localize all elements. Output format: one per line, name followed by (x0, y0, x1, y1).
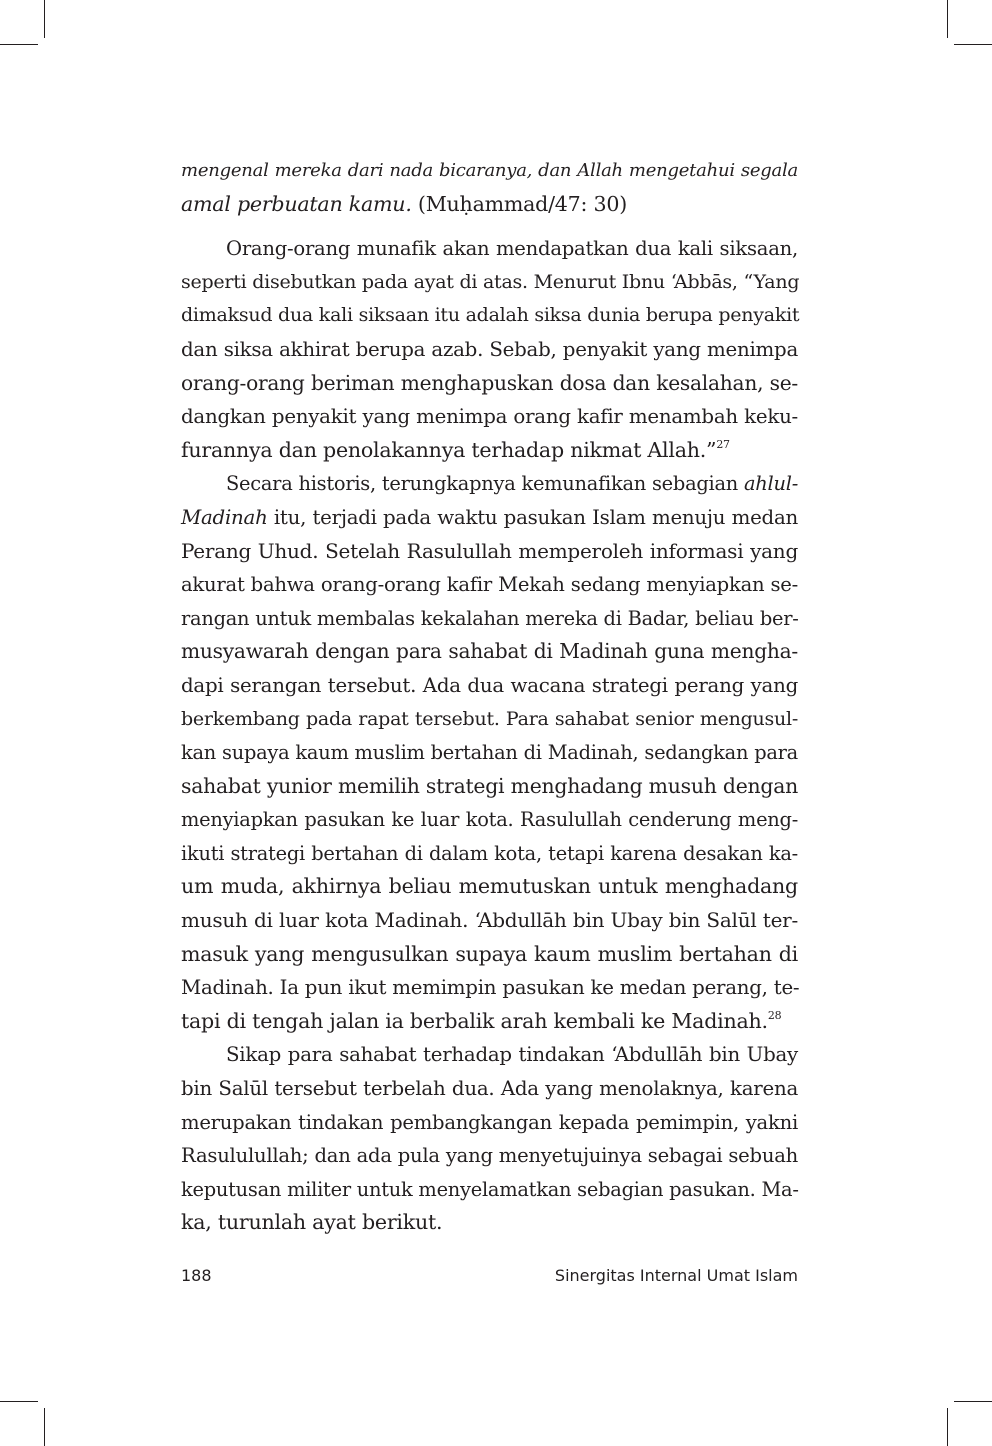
quote-tail (181, 154, 798, 221)
paragraph-line: kan supaya kaum muslim bertahan di Madinah, sedangkan para (181, 741, 798, 765)
paragraph-line: dan siksa akhirat berupa azab. Sebab, penyakit yang menimpa (181, 337, 798, 361)
paragraph-line: Orang-orang munafik akan mendapatkan dua kali siksaan, (226, 237, 798, 261)
paragraph-line: berkembang pada rapat tersebut. Para sahabat senior mengusul- (181, 707, 798, 730)
paragraph-line: Madinah itu, terjadi pada waktu pasukan Islam menuju medan (181, 505, 798, 529)
quote-line: mengenal mereka dari nada bicaranya, dan Allah mengetahui segala (181, 160, 798, 181)
paragraph-line: dimaksud dua kali siksaan itu adalah siksa dunia berupa penyakit (181, 304, 800, 327)
paragraph-line: furannya dan penolakannya terhadap nikmat Allah.”$^{27}$ (181, 437, 730, 462)
paragraph-line: Sikap para sahabat terhadap tindakan ‘Abdullāh bin Ubay (226, 1043, 798, 1067)
page-number: 188 (181, 1266, 212, 1285)
paragraph-line: sahabat yunior memilih strategi menghadang musuh dengan (181, 773, 798, 798)
paragraph-line: musuh di luar kota Madinah. ‘Abdullāh bin Ubay bin Salūl ter- (181, 908, 798, 933)
crop-mark (0, 1401, 38, 1402)
paragraph-line: Perang Uhud. Setelah Rasulullah memperoleh informasi yang (181, 538, 798, 563)
paragraph-line: musyawarah dengan para sahabat di Madinah guna mengha- (181, 639, 798, 664)
paragraph-line: dangkan penyakit yang menimpa orang kafir menambah keku- (181, 405, 798, 429)
quote-line: amal perbuatan kamu. (Muḥammad/47: 30) (181, 191, 627, 216)
crop-mark (947, 1408, 948, 1446)
crop-mark (954, 44, 992, 45)
paragraph-line: Madinah. Ia pun ikut memimpin pasukan ke medan perang, te- (181, 976, 800, 1000)
paragraph-line: Rasululullah; dan ada pula yang menyetujuinya sebagai sebuah (181, 1144, 798, 1168)
footnote-marker[interactable]: 28 (767, 1008, 782, 1022)
crop-mark (44, 0, 45, 38)
quote-reference: (Muḥammad/47: 30) (417, 191, 627, 216)
paragraph-3 (181, 1038, 798, 1240)
paragraph-line: akurat bahwa orang-orang kafir Mekah sedang menyiapkan se- (181, 573, 798, 597)
paragraph-line: bin Salūl tersebut terbelah dua. Ada yang menolaknya, karena (181, 1077, 798, 1101)
crop-mark (947, 0, 948, 38)
paragraph-1 (181, 232, 798, 467)
paragraph-line: um muda, akhirnya beliau memutuskan untuk menghadang (181, 874, 798, 899)
paragraph-line: menyiapkan pasukan ke luar kota. Rasulullah cenderung meng- (181, 808, 798, 832)
running-title: Sinergitas Internal Umat Islam (554, 1266, 798, 1285)
paragraph-line: ka, turunlah ayat berikut. (181, 1210, 443, 1235)
crop-mark (0, 44, 38, 45)
paragraph-line: keputusan militer untuk menyelamatkan sebagian pasukan. Ma- (181, 1177, 799, 1201)
paragraph-line: ikuti strategi bertahan di dalam kota, tetapi karena desakan ka- (181, 841, 798, 865)
paragraph-line: tapi di tengah jalan ia berbalik arah kembali ke Madinah.$^{28}$ (181, 1008, 782, 1033)
paragraph-line: rangan untuk membalas kekalahan mereka di Badar, beliau ber- (181, 606, 799, 630)
crop-mark (954, 1401, 992, 1402)
paragraph-line: seperti disebutkan pada ayat di atas. Menurut Ibnu ‘Abbās, “Yang (181, 270, 800, 293)
paragraph-line: masuk yang mengusulkan supaya kaum muslim bertahan di (181, 941, 798, 966)
paragraph-line: dapi serangan tersebut. Ada dua wacana strategi perang yang (181, 673, 798, 697)
footnote-marker[interactable]: 27 (716, 437, 730, 451)
paragraph-line: orang-orang beriman menghapuskan dosa dan kesalahan, se- (181, 370, 798, 395)
body-text (181, 154, 798, 1240)
paragraph-2 (181, 467, 798, 1038)
crop-mark (44, 1408, 45, 1446)
paragraph-line: merupakan tindakan pembangkangan kepada pemimpin, yakni (181, 1110, 798, 1134)
paragraph-line: Secara historis, terungkapnya kemunafikan sebagian ahlul- (226, 472, 798, 496)
